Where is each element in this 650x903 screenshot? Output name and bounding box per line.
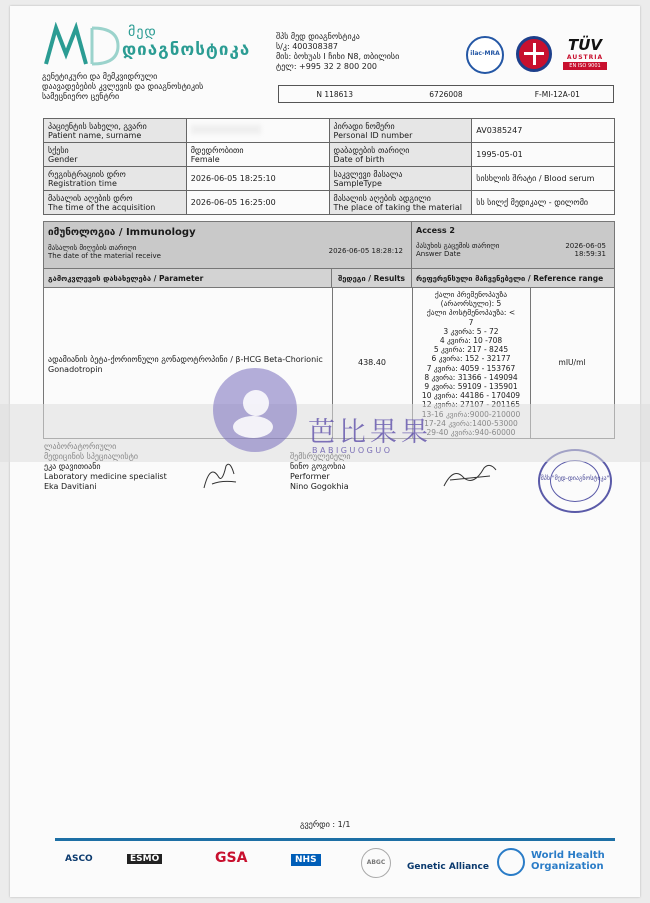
table-row: მასალის აღების დრო The time of the acquisition 2026-06-05 16:25:00 მასალის აღების ადგილი The place of taking the material სს სილქ მედიკალ - დილომი: [44, 191, 615, 215]
section-title: იმუნოლოგია / Immunology: [48, 227, 196, 238]
ilac-logo-icon: ilac-MRA: [466, 36, 504, 74]
col-header-reference: რეფერენსული მაჩვენებელი / Reference range: [412, 268, 614, 288]
receive-label: მასალის მიღების თარიღი The date of the material receive: [48, 244, 161, 260]
asco-logo-icon: ASCO: [65, 854, 93, 864]
receive-date: 2026-06-05 18:28:12: [328, 247, 403, 255]
table-row: პაციენტის სახელი, გვარი Patient name, surname პირადი ნომერი Personal ID number AV0385247: [44, 119, 615, 143]
abgc-logo-icon: ABGC: [361, 848, 391, 878]
genetic-alliance-logo-icon: Genetic Alliance: [407, 862, 489, 872]
tagline: გენეტიკური და მემკვიდრული დაავადებების კვლევის და დიაგნოსტიკის სამეცნიერო ცენტრი: [42, 72, 204, 101]
ukas-logo-icon: [516, 36, 552, 72]
watermark-text: 芭比果果: [308, 417, 432, 448]
table-row: რეგისტრაციის დრო Registration time 2026-06-05 18:25:10 საკვლევი მასალა SampleType სისხლის შრატი / Blood serum: [44, 167, 615, 191]
tuv-logo-icon: TÜV AUSTRIA EN ISO 9001: [563, 36, 607, 78]
table-row: სქესი Gender მდედრობითი Female დაბადების თარიღი Date of birth 1995-05-01: [44, 143, 615, 167]
who-logo-text: World Health Organization: [531, 850, 605, 872]
footer-logos: [55, 848, 615, 888]
analyzer-header: [412, 222, 614, 268]
signature-performer: ნინო გოგოხია Performer Nino Gogokhia: [290, 462, 349, 491]
answer-date: 2026-06-05 18:59:31: [565, 242, 606, 258]
reference-numbers: N 118613 6726008 F-MI-12A-01: [278, 85, 614, 103]
who-emblem-icon: [497, 848, 525, 876]
watermark-subtext: BABIGUOGUO: [312, 446, 393, 455]
signature-specialist: ეკა დავითიანი Laboratory medicine specialist Eka Davitiani: [44, 462, 167, 491]
parameter-name: ადამიანის ბეტა-ქორიონული გონადოტროპინი / β-HCG Beta-Chorionic Gonadotropin: [48, 355, 323, 374]
logo-line2: დიაგნოსტიკა: [122, 40, 251, 60]
md-logo-icon: [42, 22, 122, 70]
analyzer-name: Access 2: [416, 226, 455, 235]
reference-range: ქალი პრემენოპაუზა (არაორსული): 5 ქალი პოსტმენოპაუზა: < 7 3 კვირა: 5 - 72 4 კვირა: 10 -708 5 კვირა: 217 - 8245 6 კვირა: 152 - 32177 7 კვირა: 4059 - 153767 8 კვირა: 31366 - 149094 9 კვირა: 59109 - 135901 10 კვირა: 44186 - 170409: [421, 290, 521, 401]
signature-scribble-icon: [200, 456, 240, 496]
esmo-logo-icon: ESMO: [127, 854, 162, 864]
official-stamp-icon: შპს "მედ-დიაგნოსტიკა": [538, 449, 612, 513]
answer-label: პასუხის გაცემის თარიღი Answer Date: [416, 242, 500, 258]
section-header: [44, 222, 412, 268]
watermark-logo-icon: [213, 368, 297, 452]
patient-info-table: [43, 118, 615, 215]
nhs-logo-icon: NHS: [291, 854, 321, 866]
col-header-parameter: გამოკვლევის დასახელება / Parameter: [44, 268, 332, 288]
result-value: 438.40: [358, 358, 386, 367]
company-info: შპს მედ დიაგნოსტიკა ს/კ: 400308387 მის: ბოხუას I ჩიხი N8, თბილისი ტელ: +995 32 2 800 200: [276, 32, 400, 71]
unit: mIU/ml: [558, 358, 586, 367]
gsa-logo-icon: GSA: [215, 850, 248, 866]
col-header-results: შედეგი / Results: [332, 268, 412, 288]
logo-line1: მედ: [128, 24, 157, 40]
signature-scribble-icon: [440, 456, 500, 496]
footer-divider: [55, 838, 615, 841]
page-number: გვერდი : 1/1: [300, 820, 351, 829]
redacted-name: [191, 125, 261, 134]
